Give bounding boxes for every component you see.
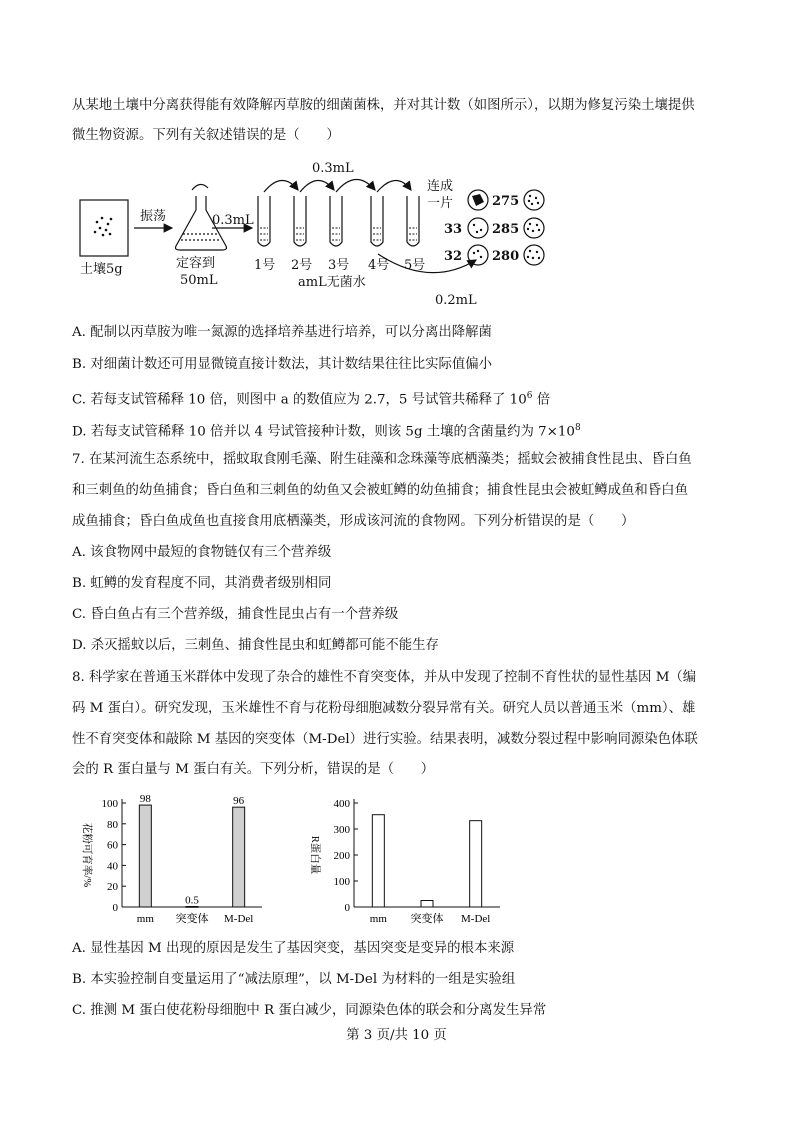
q8-option-a: A. 显性基因 M 出现的原因是发生了基因突变，基因突变是变异的根本来源 <box>72 941 515 956</box>
sterile-water-label: amL无菌水 <box>298 275 366 290</box>
bar-M-Del <box>470 821 482 907</box>
y-tick-label: 200 <box>333 850 350 862</box>
soil-sample-box <box>80 200 128 256</box>
q6-stem-line2: 微生物资源。下列有关叙述错误的是（ ） <box>72 128 340 143</box>
q7-option-a: A. 该食物网中最短的食物链仅有三个营养级 <box>72 545 332 560</box>
q7-stem-line2: 和三刺鱼的幼鱼捕食；昏白鱼和三刺鱼的幼鱼又会被虹鳟的幼鱼捕食；捕食性昆虫会被虹鳟成鱼和昏白鱼 <box>72 483 688 498</box>
y-tick-label: 80 <box>107 818 118 831</box>
y-tick-label: 400 <box>333 798 350 810</box>
category-label: 突变体 <box>410 913 444 925</box>
q7-stem-line1: 7. 在某河流生态系统中，摇蚊取食刚毛藻、附生硅藻和念珠藻等底栖藻类；摇蚊会被捕食性昆虫、昏白鱼 <box>72 452 692 467</box>
plate-33 <box>468 218 488 238</box>
tube-label-4: 4号 <box>368 258 390 273</box>
soil-particles-icon <box>94 217 113 237</box>
q8-option-b: B. 本实验控制自变量运用了“减法原理”，以 M-Del 为材料的一组是实验组 <box>72 972 516 987</box>
y-tick-label: 0 <box>344 902 350 914</box>
category-label: 突变体 <box>175 913 209 925</box>
q8-stem-line3: 性不育突变体和敲除 M 基因的突变体（M-Del）进行实验。结果表明，减数分裂过程中影响同源染色体联 <box>72 732 698 747</box>
tube-2 <box>294 196 306 246</box>
y-tick-label: 40 <box>107 860 118 873</box>
tube-3 <box>330 196 342 246</box>
flask-transfer-label: 0.3mL <box>212 213 254 228</box>
y-tick-label: 60 <box>107 839 118 852</box>
soil-label: 土壤5g <box>80 262 123 277</box>
q8-option-c: C. 推测 M 蛋白使花粉母细胞中 R 蛋白减少，同源染色体的联会和分离发生异常 <box>72 1003 547 1018</box>
plate-275 <box>524 190 544 210</box>
tube-5 <box>407 196 419 246</box>
tube-label-3: 3号 <box>328 258 350 273</box>
q8-stem-line2: 码 M 蛋白）。研究发现，玉米雄性不育与花粉母细胞减数分裂异常有关。研究人员以普通玉米（mm）、雄 <box>72 701 696 716</box>
test-tubes <box>258 196 419 246</box>
page-footer: 第 3 页/共 10 页 <box>346 1028 447 1043</box>
tube-label-1: 1号 <box>254 258 276 273</box>
y-axis-label: 花粉可育率/% <box>81 822 92 888</box>
bar-突变体 <box>421 901 433 908</box>
q7-option-c: C. 昏白鱼占有三个营养级，捕食性昆虫占有一个营养级 <box>72 607 399 622</box>
y-tick-label: 100 <box>333 876 350 888</box>
count-32: 32 <box>444 249 463 264</box>
r-protein-bar-chart <box>300 790 510 930</box>
data-label: 0.5 <box>185 894 199 907</box>
flask-label-line1: 定容到 <box>176 256 216 271</box>
tube-1 <box>258 196 270 246</box>
y-tick-label: 20 <box>107 881 118 894</box>
q8-stem-line1: 8. 科学家在普通玉米群体中发现了杂合的雄性不育突变体，并从中发现了控制不育性状的显性基因 M（编 <box>72 670 697 685</box>
count-275: 275 <box>492 194 520 209</box>
bar-mm <box>372 815 384 907</box>
fertility-bar-chart <box>76 790 276 930</box>
flask-label-line2: 50mL <box>180 273 218 288</box>
shake-label: 振荡 <box>140 209 167 224</box>
q7-option-d: D. 杀灭摇蚊以后，三刺鱼、捕食性昆虫和虹鳟都可能不能生存 <box>72 638 439 653</box>
count-280: 280 <box>492 249 520 264</box>
q6-option-d-text: D. 若每支试管稀释 10 倍并以 4 号试管接种计数，则该 5g 土壤的含菌量约为 7×10 <box>72 424 575 440</box>
count-285: 285 <box>492 222 520 237</box>
q6-option-d <box>72 418 581 442</box>
category-label: mm <box>136 913 154 925</box>
q6-option-c-tail: 倍 <box>532 392 551 408</box>
category-label: M-Del <box>461 913 491 925</box>
q6-option-c <box>72 386 550 410</box>
q8-stem-line4: 会的 R 蛋白量与 M 蛋白有关。下列分析，错误的是（ ） <box>72 762 435 777</box>
q6-option-a: A. 配制以丙草胺为唯一氮源的选择培养基进行培养，可以分离出降解菌 <box>72 325 492 340</box>
q6-option-c-exponent: 6 <box>526 391 533 401</box>
bar-突变体 <box>186 906 198 907</box>
data-label: 98 <box>139 793 151 806</box>
q6-option-b: B. 对细菌计数还可用显微镜直接计数法，其计数结果往往比实际值偏小 <box>72 357 493 372</box>
tube-label-5: 5号 <box>404 258 426 273</box>
y-tick-label: 0 <box>112 902 118 914</box>
q6-stem-line1: 从某地土壤中分离获得能有效降解丙草胺的细菌菌株，并对其计数（如图所示），以期为修复污染土壤提供 <box>72 98 695 113</box>
y-tick-label: 300 <box>333 824 350 836</box>
q7-option-b: B. 虹鳟的发育程度不同，其消费者级别相同 <box>72 576 332 591</box>
tube-label-2: 2号 <box>291 258 313 273</box>
bar-mm <box>139 805 151 907</box>
category-label: mm <box>369 913 387 925</box>
category-label: M-Del <box>224 913 254 925</box>
bar-M-Del <box>233 807 245 907</box>
dilution-figure <box>0 158 793 308</box>
transfer-top-label: 0.3mL <box>312 161 354 176</box>
plate-280 <box>524 245 544 265</box>
data-label: 96 <box>233 795 245 808</box>
merged-label-line1: 连成 <box>427 179 454 194</box>
y-axis-label: R蛋白量 <box>309 835 320 875</box>
merged-label-line2: 一片 <box>427 196 454 211</box>
y-tick-label: 100 <box>101 798 118 810</box>
count-33: 33 <box>444 222 463 237</box>
q6-option-d-exponent: 8 <box>574 423 581 433</box>
plate-285 <box>524 218 544 238</box>
q7-stem-line3: 成鱼捕食；昏白鱼成鱼也直接食用底栖藻类，形成该河流的食物网。下列分析错误的是（ ） <box>72 514 635 529</box>
tube-4 <box>371 196 383 246</box>
q6-option-c-text: C. 若每支试管稀释 10 倍，则图中 a 的数值应为 2.7，5 号试管共稀释了 10 <box>72 392 527 408</box>
plate-32 <box>468 245 488 265</box>
transfer-bottom-label: 0.2mL <box>435 293 477 308</box>
